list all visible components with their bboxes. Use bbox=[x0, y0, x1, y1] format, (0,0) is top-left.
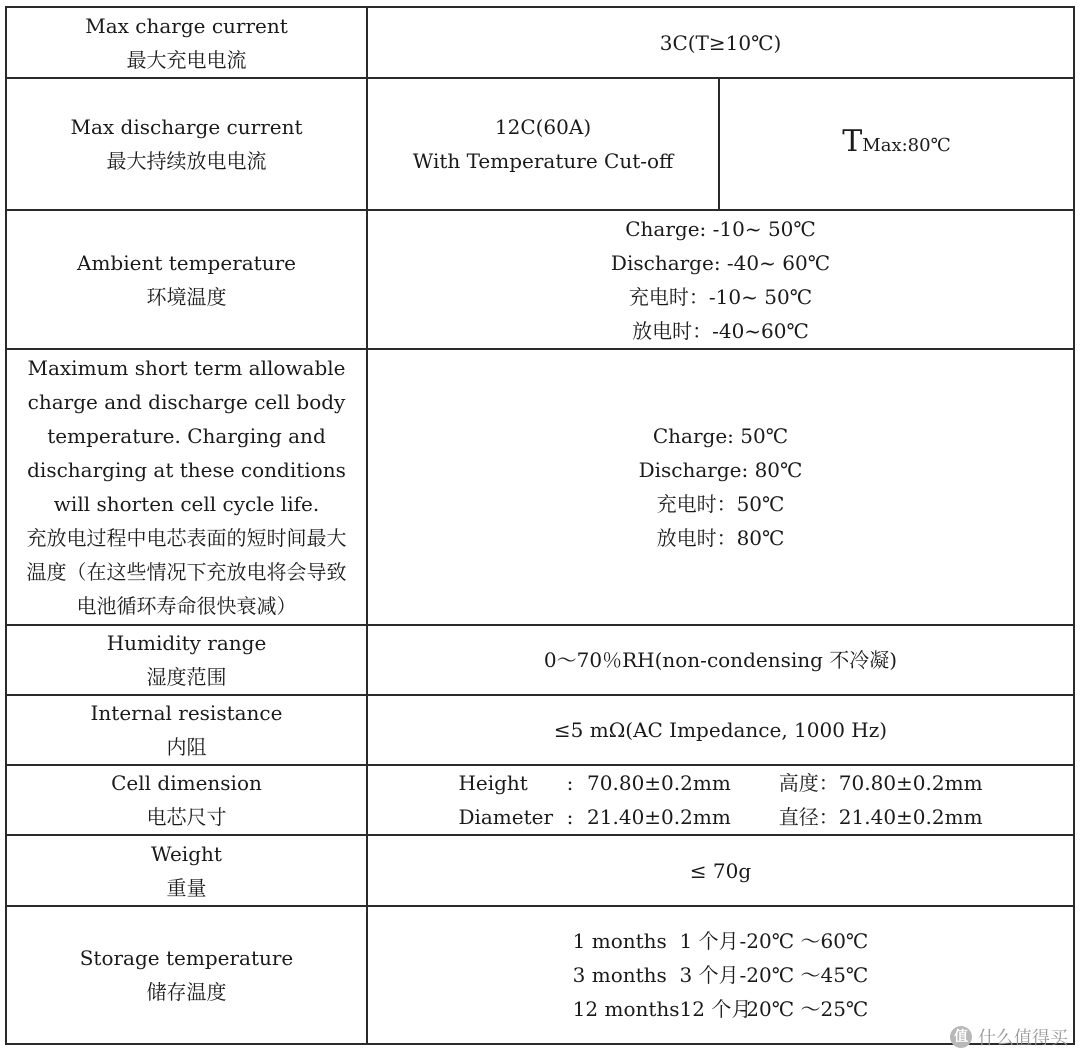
storage-range: -20℃ ～60℃ bbox=[739, 929, 869, 953]
row-short-term bbox=[6, 349, 1074, 625]
height-value: 70.80±0.2mm bbox=[587, 771, 731, 795]
label-cell bbox=[6, 765, 367, 835]
label-en: Weight bbox=[151, 841, 222, 866]
label-cell bbox=[6, 695, 367, 765]
label-zh: 湿度范围 bbox=[146, 665, 227, 689]
row-weight bbox=[6, 835, 1074, 906]
diameter-zh: 直径：21.40±0.2mm bbox=[778, 805, 983, 829]
label-zh: 最大充电电流 bbox=[126, 47, 247, 72]
discharge-cutoff: With Temperature Cut-off bbox=[412, 149, 674, 173]
diameter-label: Diameter bbox=[458, 805, 554, 829]
storage-period-en: 3 months bbox=[572, 963, 667, 987]
value-cell bbox=[367, 210, 1074, 349]
watermark-text: 什么值得买 bbox=[978, 1028, 1068, 1049]
label-cell bbox=[6, 78, 367, 210]
ambient-line: Discharge: -40~ 60℃ bbox=[610, 250, 831, 275]
discharge-rate: 12C(60A) bbox=[494, 115, 592, 139]
label-en: Humidity range bbox=[106, 631, 267, 655]
colon: : bbox=[566, 771, 574, 795]
label-cell bbox=[6, 835, 367, 906]
label-en: Ambient temperature bbox=[77, 250, 296, 275]
label-en: Max discharge current bbox=[70, 115, 303, 139]
row-storage bbox=[6, 906, 1074, 1044]
value-cell bbox=[367, 765, 1074, 835]
storage-period-en: 12 months bbox=[572, 997, 680, 1021]
ambient-line: 充电时：-10~ 50℃ bbox=[628, 284, 813, 309]
storage-period-zh: 12 个月 bbox=[679, 997, 752, 1021]
label-en: Maximum short term allowable charge and discharge cell body temperature. Charging and discharging at these conditions will shorten cell cycle life. bbox=[27, 356, 346, 516]
value-cell bbox=[367, 349, 1074, 625]
row-resistance bbox=[6, 695, 1074, 765]
value-cell bbox=[367, 835, 1074, 906]
label-en: Internal resistance bbox=[90, 701, 283, 725]
label-en: Max charge current bbox=[85, 13, 288, 38]
label-zh: 内阻 bbox=[166, 735, 207, 759]
row-max-discharge bbox=[6, 78, 1074, 210]
watermark-logo-icon: 值 bbox=[950, 1026, 972, 1048]
spec-table bbox=[5, 6, 1075, 1045]
short-term-line: Charge: 50℃ bbox=[652, 424, 789, 448]
storage-range: -20℃ ～45℃ bbox=[739, 963, 869, 987]
colon: : bbox=[566, 805, 574, 829]
max-charge-value: 3C(T≥10℃) bbox=[659, 30, 782, 55]
dimension-grid bbox=[458, 766, 982, 834]
label-cell bbox=[6, 625, 367, 695]
row-ambient bbox=[6, 210, 1074, 349]
tmax-sub: Max:80℃ bbox=[862, 135, 951, 156]
value-cell bbox=[367, 7, 1074, 78]
value-cell bbox=[367, 695, 1074, 765]
label-cell bbox=[6, 906, 367, 1044]
label-cell bbox=[6, 7, 367, 78]
row-max-charge bbox=[6, 7, 1074, 78]
label-zh: 环境温度 bbox=[146, 284, 227, 309]
storage-period-en: 1 months bbox=[572, 929, 667, 953]
ambient-line: Charge: -10~ 50℃ bbox=[625, 216, 816, 241]
label-cell bbox=[6, 349, 367, 625]
row-humidity bbox=[6, 625, 1074, 695]
label-zh: 储存温度 bbox=[146, 980, 227, 1004]
weight-value: ≤ 70g bbox=[689, 858, 752, 883]
diameter-value: 21.40±0.2mm bbox=[587, 805, 731, 829]
resistance-value: ≤5 mΩ(AC Impedance, 1000 Hz) bbox=[553, 718, 888, 742]
storage-period-zh: 1 个月 bbox=[679, 929, 739, 953]
label-en: Cell dimension bbox=[111, 771, 262, 795]
label-zh: 最大持续放电电流 bbox=[106, 149, 267, 173]
value-cell bbox=[367, 78, 719, 210]
height-label: Height bbox=[458, 771, 528, 795]
humidity-value: 0～70％RH(non-condensing 不冷凝) bbox=[543, 648, 898, 672]
ambient-line: 放电时：-40~60℃ bbox=[632, 318, 809, 343]
watermark bbox=[950, 1024, 1068, 1050]
short-term-line: 充电时：50℃ bbox=[656, 492, 785, 516]
short-term-line: 放电时：80℃ bbox=[656, 526, 785, 550]
label-zh: 重量 bbox=[166, 875, 207, 900]
tmax-cell bbox=[719, 78, 1074, 210]
short-term-line: Discharge: 80℃ bbox=[638, 458, 803, 482]
tmax-T: T bbox=[842, 124, 863, 159]
label-cell bbox=[6, 210, 367, 349]
row-dimension bbox=[6, 765, 1074, 835]
storage-period-zh: 3 个月 bbox=[679, 963, 739, 987]
height-zh: 高度：70.80±0.2mm bbox=[778, 771, 983, 795]
storage-range: -20℃ ～25℃ bbox=[739, 997, 869, 1021]
value-cell bbox=[367, 625, 1074, 695]
storage-grid bbox=[573, 924, 869, 1026]
label-en: Storage temperature bbox=[79, 946, 294, 970]
label-zh: 电芯尺寸 bbox=[146, 805, 227, 829]
label-zh: 充放电过程中电芯表面的短时间最大温度（在这些情况下充放电将会导致电池循环寿命很快衰减） bbox=[26, 526, 347, 618]
